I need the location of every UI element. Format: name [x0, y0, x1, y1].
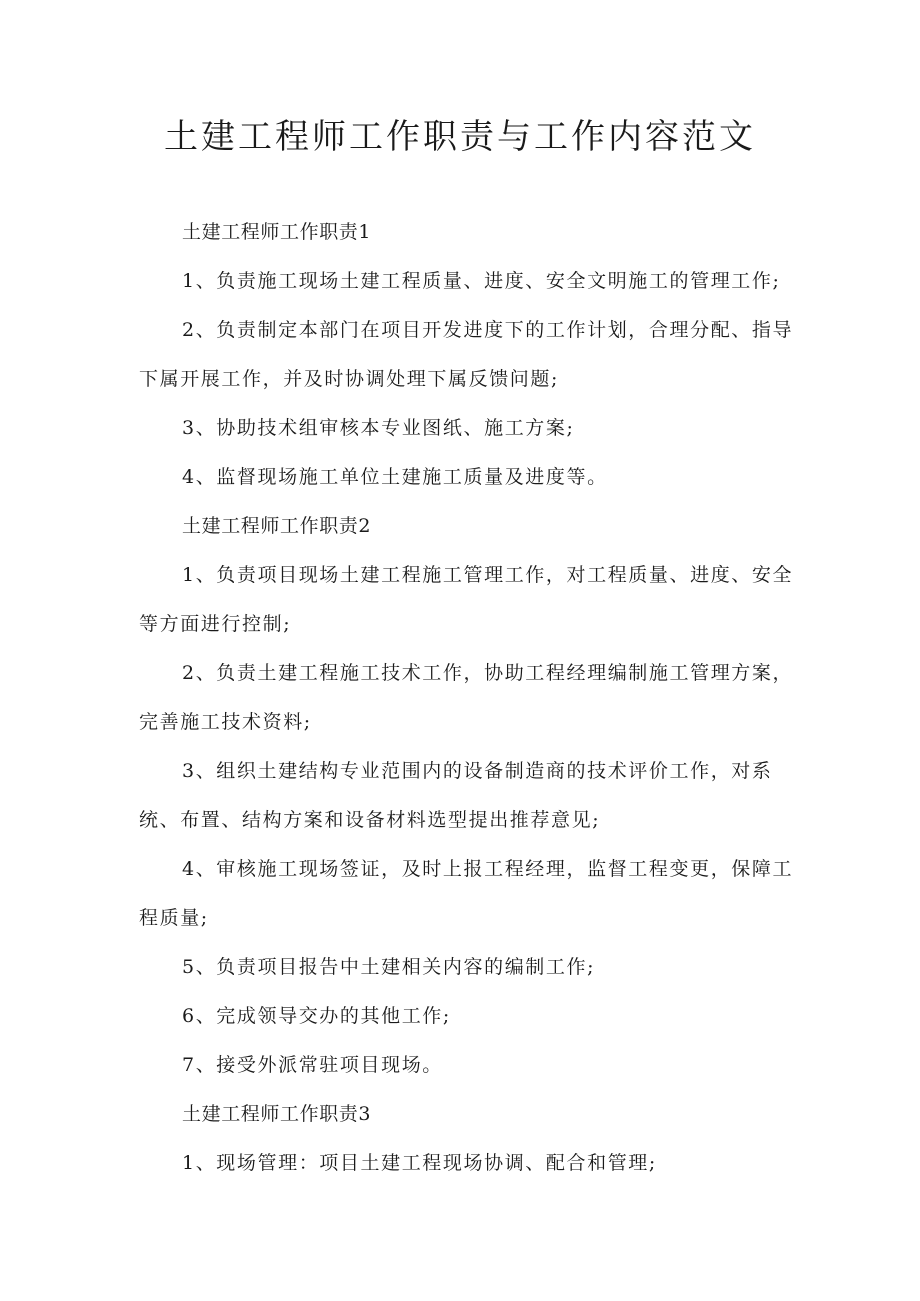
paragraph-line: 4、监督现场施工单位土建施工质量及进度等。 — [182, 466, 608, 488]
section-heading-1: 土建工程师工作职责1 — [182, 221, 372, 243]
paragraph-line: 下属开展工作，并及时协调处理下属反馈问题; — [139, 368, 560, 390]
paragraph-line: 1、负责施工现场土建工程质量、进度、安全文明施工的管理工作; — [182, 270, 781, 292]
paragraph-line: 等方面进行控制; — [139, 613, 292, 635]
paragraph-line: 6、完成领导交办的其他工作; — [182, 1005, 451, 1027]
section-heading-3: 土建工程师工作职责3 — [182, 1103, 372, 1125]
paragraph-line: 3、组织土建结构专业范围内的设备制造商的技术评价工作，对系 — [182, 760, 773, 782]
paragraph-line: 2、负责土建工程施工技术工作，协助工程经理编制施工管理方案， — [182, 662, 794, 684]
paragraph-line: 统、布置、结构方案和设备材料选型提出推荐意见; — [139, 809, 601, 831]
paragraph-line: 2、负责制定本部门在项目开发进度下的工作计划，合理分配、指导 — [182, 319, 794, 341]
document-title: 土建工程师工作职责与工作内容范文 — [164, 117, 756, 157]
paragraph-line: 完善施工技术资料; — [139, 711, 312, 733]
paragraph-line: 4、审核施工现场签证，及时上报工程经理，监督工程变更，保障工 — [182, 858, 794, 880]
paragraph-line: 1、现场管理：项目土建工程现场协调、配合和管理; — [182, 1152, 657, 1174]
paragraph-line: 程质量; — [139, 907, 209, 929]
paragraph-line: 7、接受外派常驻项目现场。 — [182, 1054, 443, 1076]
paragraph-line: 1、负责项目现场土建工程施工管理工作，对工程质量、进度、安全 — [182, 564, 794, 586]
paragraph-line: 5、负责项目报告中土建相关内容的编制工作; — [182, 956, 596, 978]
section-heading-2: 土建工程师工作职责2 — [182, 515, 372, 537]
paragraph-line: 3、协助技术组审核本专业图纸、施工方案; — [182, 417, 575, 439]
